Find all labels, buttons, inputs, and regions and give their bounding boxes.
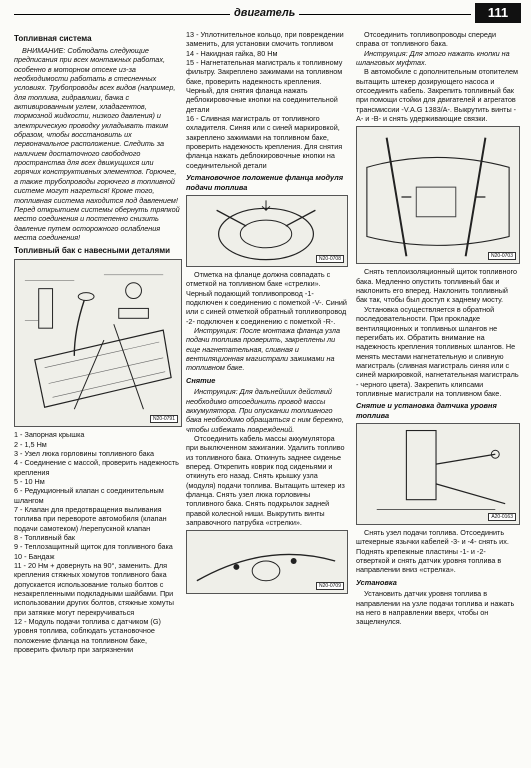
instruction-1: Инструкция: Для этого нажать кнопки на шланговых муфтах. xyxy=(356,48,510,68)
flange-text: Отметка на фланце должна совпадать с отметкой на топливном баке «стрелки». Черный подающий топливопровод -1- подключен к соединению с пометкой -V-. Синий или с синей отметкой обратный топливопровод -2- подключен к соединению с пометкой -R-. xyxy=(186,269,347,326)
list-item: 6 - Редукционный клапан с соединительным шлангом xyxy=(14,486,164,505)
fuel-tank-exploded-figure xyxy=(14,259,182,427)
figure-code: N20-0703 xyxy=(488,252,516,260)
heading-flange-position: Установочное положение фланца модуля подачи топлива xyxy=(186,173,344,192)
flange-position-figure xyxy=(186,195,348,267)
removal-instruction: Инструкция: Для дальнейших действий необходимо отсоединить провод массы аккумулятора. При опускании топливного бака необходимо обращаться с ним бережно, чтобы избежать повреждений. xyxy=(186,387,344,434)
tank-support-figure xyxy=(356,126,520,264)
list-item: 9 - Теплозащитный щиток для топливного бака xyxy=(14,542,173,552)
figure-code: N20-0709 xyxy=(316,582,344,590)
list-item: 14 - Накидная гайка, 80 Нм xyxy=(186,48,278,58)
page-header xyxy=(0,0,531,26)
list-item: 3 - Узел люка горловины топливного бака xyxy=(14,448,155,458)
warning-text: ВНИМАНИЕ: Соблюдать следующие предписания при всех монтажных работах, особенно в моторном отсеке из-за необходимости работать в стесненных условиях. Трубопроводы всех видов (например, для топлива, гидравлики, бачка с активированным углем, хладагентов, тормозной жидкости, низкого давления) и электрическую проводку укладывать таким образом, чтобы восстановить их первоначальное расположение. Следить за наличием достаточного свободного пространства для всех движущихся или горячих конструктивных элементов. Горючее, а также трубопроводы горючего в топливной системе могут нагреться! Кроме того, топливная система находится под давлением! Перед открытием системы обернуть тряпкой место соединения и постепенно снизить давление путем осторожного ослабления места соединения! xyxy=(14,46,180,242)
figure-code: N20-0708 xyxy=(316,255,344,263)
column-middle xyxy=(186,30,348,597)
column-right xyxy=(356,30,520,627)
filler-neck-figure xyxy=(186,530,348,594)
heading-removal: Снятие xyxy=(186,375,216,385)
list-item: 7 - Клапан для предотвращения выливания топлива при перевороте автомобиля (клапан подачи самотеком) /перепускной клапан xyxy=(14,504,167,533)
text-p6: Установить датчик уровня топлива в направлении на узле подачи топлива и нажать на него в направлении вверх, чтобы он защелкнулся. xyxy=(356,589,515,627)
heading-installation: Установка xyxy=(356,577,397,587)
text-p5: Снять узел подачи топлива. Отсоединить штекерные язычки кабелей -3- и -4- снять их. Поднять крепежные пластины -1- и -2- отверткой и снять датчик уровня топлива в направлении вниз «стрелка». xyxy=(356,528,509,575)
page-number: 111 xyxy=(475,3,521,23)
heading-sensor: Снятие и установка датчика уровня топлива xyxy=(356,401,497,420)
fuel-tank-drawing xyxy=(15,260,181,426)
text-p2: В автомобиле с дополнительным отопителем вытащить штекер дозирующего насоса и отсоединить кабель. Закрепить топливный бак при помощи стойки для двигателей и агрегатов трансмиссии -V.A.G 1383/A-. Выкрутить винты -A- и -B- и снять удерживающие связки. xyxy=(356,67,518,124)
column-left xyxy=(14,30,182,654)
list-item: 12 - Модуль подачи топлива с датчиком (G) уровня топлива, соблюдать установочное положение фланца на топливном баке, проверить фильтр при загрязнении xyxy=(14,617,161,655)
tank-support-drawing xyxy=(357,127,519,263)
list-item: 15 - Нагнетательная магистраль к топливному фильтру. Закреплено зажимами на топливном баке, проверить надежность крепления. Черный, для снятия фланца нажать деблокировочные кнопки на соединительной детали xyxy=(186,58,343,114)
list-item: 13 - Уплотнительное кольцо, при повреждении заменить, для установки смочить топливом xyxy=(186,30,344,49)
list-item: 8 - Топливный бак xyxy=(14,533,75,542)
list-item: 11 - 20 Нм + довернуть на 90°, заменить. Для крепления стяжных хомутов топливного бака допускается использование только болтов с незакрепленными подкладными шайбами. При использовании других болтов, стяжные хомуты при затяжке могут перекручиваться xyxy=(14,561,175,617)
fuel-level-sensor-figure xyxy=(356,423,520,525)
list-item: 4 - Соединение с массой, проверить надежность крепления xyxy=(14,458,179,477)
list-item: 5 - 10 Нм xyxy=(14,476,45,486)
heading-fuel-system: Топливная система xyxy=(14,34,92,43)
removal-text: Отсоединить кабель массы аккумулятора при выключенном зажигании. Удалить топливо из топливного бака. Откинуть заднее сиденье вперед. Открепить коврик под сиденьями и откинуть его назад. Снять крышку узла (модуля) подачи топлива. Вытащить штекер из фланца. Снять узел люка горловины топливного бака. Снять подкрылок задней правой колесной ниши. Выкрутить винты заправочного патрубка «стрелки». xyxy=(186,433,345,527)
section-title: двигатель xyxy=(230,4,299,22)
heading-fuel-tank: Топливный бак с навесными деталями xyxy=(14,246,171,256)
figure-code: A20-0163 xyxy=(488,513,516,521)
text-p1: Отсоединить топливопроводы спереди справа от топливного бака. xyxy=(356,30,497,49)
sensor-drawing xyxy=(357,424,519,524)
text-p4: Установка осуществляется в обратной последовательности. При прокладке вентиляционных и топливных шлангов не перегибать их. Обратить внимание на надежность крепления топливных шлангов. Не менять местами нагнетательную и сливную магистраль (сливная магистраль синяя или с синей маркировкой, нагнетательная магистраль - черного цвета). Закрепить клипсами топливные магистрали на топливном баке. xyxy=(356,304,519,398)
list-item: 2 - 1,5 Нм xyxy=(14,439,47,449)
list-item: 16 - Сливная магистраль от топливного охладителя. Синяя или с синей маркировкой, закреплено зажимами на топливном баке, проверить надежность крепления. Для снятия фланца нажать деблокировочные кнопки на соединительной детали xyxy=(186,114,343,170)
list-item: 1 - Запорная крышка xyxy=(14,430,85,440)
flange-instruction: Инструкция: После монтажа фланца узла подачи топлива проверить, закреплены ли еще нагнетательная, сливная и вентиляционная магистрали зажимами на топливном баке. xyxy=(186,326,340,373)
figure-code: N20-0791 xyxy=(150,415,178,423)
text-p3: Снять теплоизоляционный щиток топливного бака. Медленно опустить топливный бак и наклонить его вперед. Наклонить топливный бак так, чтобы был доступ к заднему мосту. xyxy=(356,267,518,305)
list-item: 10 - Бандаж xyxy=(14,551,55,561)
